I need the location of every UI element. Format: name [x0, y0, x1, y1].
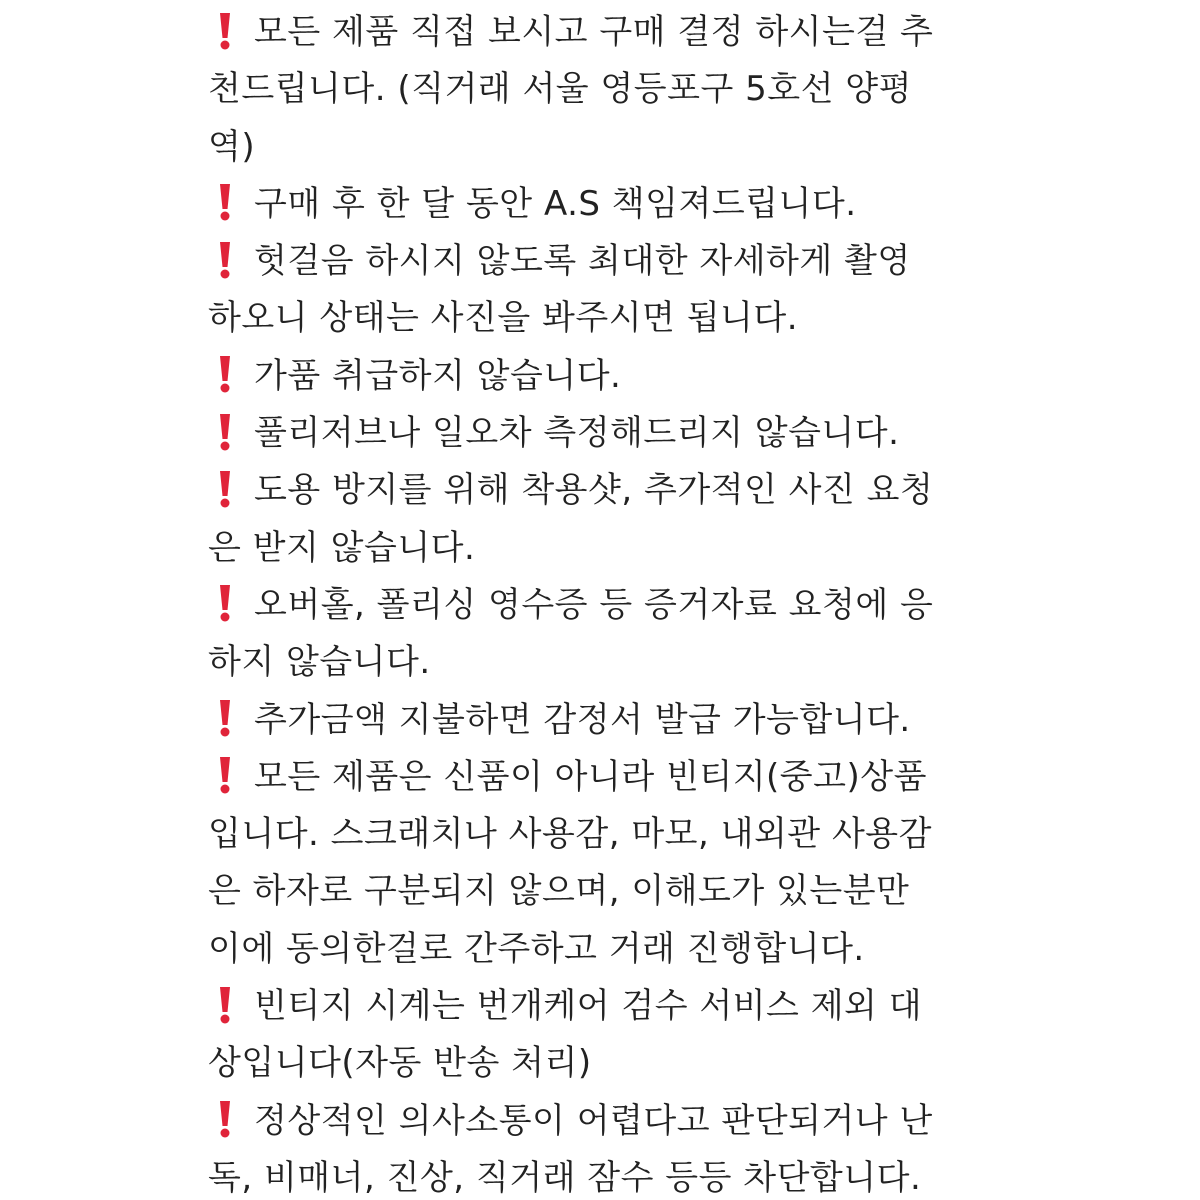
notice-line-text: 구매 후 한 달 동안 A.S 책임져드립니다. — [254, 183, 857, 224]
notice-line — [208, 348, 1018, 405]
notice-line — [208, 806, 1018, 863]
notice-line — [208, 634, 1018, 691]
notice-line — [208, 921, 1018, 978]
red-exclamation-icon — [208, 749, 254, 806]
red-exclamation-icon — [208, 692, 254, 749]
notice-line — [208, 233, 1018, 290]
notice-line-text: 가품 취급하지 않습니다. — [254, 355, 622, 396]
notice-line — [208, 462, 1018, 519]
red-exclamation-icon — [208, 176, 254, 233]
notice-line — [208, 4, 1018, 61]
notice-line-text: 상입니다(자동 반송 처리) — [208, 1043, 592, 1084]
notice-line — [208, 577, 1018, 634]
notice-line-text: 이에 동의한걸로 간주하고 거래 진행합니다. — [208, 928, 865, 969]
notice-line — [208, 61, 1018, 118]
notice-line-text: 은 하자로 구분되지 않으며, 이해도가 있는분만 — [208, 871, 910, 912]
notice-line — [208, 290, 1018, 347]
notice-line — [208, 119, 1018, 176]
notice-line-text: 은 받지 않습니다. — [208, 527, 476, 568]
notice-line-text: 천드립니다. (직거래 서울 영등포구 5호선 양평 — [208, 69, 912, 110]
notice-line-text: 풀리저브나 일오차 측정해드리지 않습니다. — [254, 413, 900, 454]
red-exclamation-icon — [208, 577, 254, 634]
red-exclamation-icon — [208, 1093, 254, 1150]
red-exclamation-icon — [208, 348, 254, 405]
notice-line — [208, 1035, 1018, 1092]
notice-line-text: 도용 방지를 위해 착용샷, 추가적인 사진 요청 — [254, 470, 934, 511]
red-exclamation-icon — [208, 462, 254, 519]
notice-line — [208, 520, 1018, 577]
notice-line-text: 하오니 상태는 사진을 봐주시면 됩니다. — [208, 298, 799, 339]
notice-line — [208, 863, 1018, 920]
red-exclamation-icon — [208, 233, 254, 290]
notice-line-text: 독, 비매너, 진상, 직거래 잠수 등등 차단합니다. — [208, 1157, 922, 1198]
notice-line — [208, 749, 1018, 806]
red-exclamation-icon — [208, 4, 254, 61]
notice-line-text: 역) — [208, 126, 256, 167]
notice-line-text: 정상적인 의사소통이 어렵다고 판단되거나 난 — [254, 1100, 933, 1141]
notice-line-text: 추가금액 지불하면 감정서 발급 가능합니다. — [254, 699, 911, 740]
notice-line — [208, 692, 1018, 749]
notice-line-text: 하지 않습니다. — [208, 642, 431, 683]
notice-line — [208, 176, 1018, 233]
notice-line — [208, 1150, 1018, 1200]
notice-line — [208, 1093, 1018, 1150]
notice-line — [208, 978, 1018, 1035]
notice-line-text: 모든 제품 직접 보시고 구매 결정 하시는걸 추 — [254, 12, 934, 52]
notice-line-text: 입니다. 스크래치나 사용감, 마모, 내외관 사용감 — [208, 814, 932, 855]
red-exclamation-icon — [208, 405, 254, 462]
red-exclamation-icon — [208, 978, 254, 1035]
notice-line-text: 헛걸음 하시지 않도록 최대한 자세하게 촬영 — [254, 241, 911, 282]
notice-line-text: 모든 제품은 신품이 아니라 빈티지(중고)상품 — [254, 756, 927, 797]
notice-line-text: 오버홀, 폴리싱 영수증 등 증거자료 요청에 응 — [254, 584, 934, 625]
notice-line — [208, 405, 1018, 462]
notice-line-text: 빈티지 시계는 번개케어 검수 서비스 제외 대 — [254, 986, 923, 1027]
notice-list — [208, 4, 1018, 1200]
